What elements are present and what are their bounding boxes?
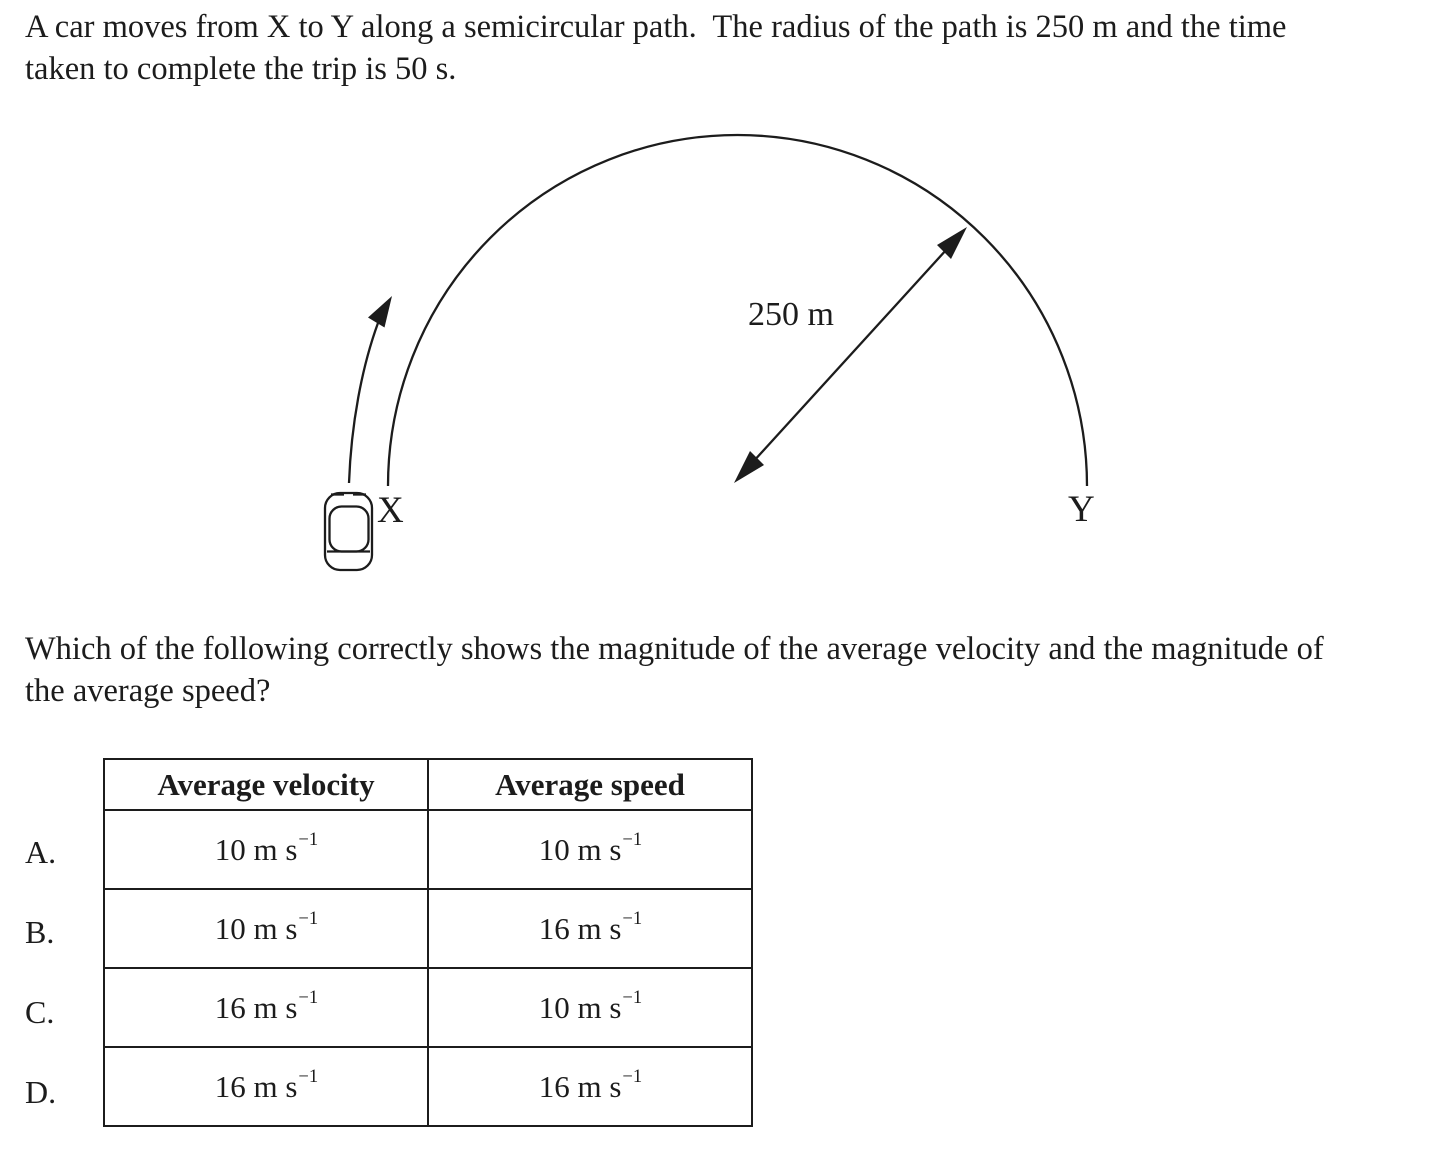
header-average-velocity: Average velocity [104, 759, 428, 810]
table-row [104, 810, 752, 889]
direction-arrow-icon [349, 296, 392, 483]
point-x-label: X [377, 490, 404, 531]
value-exponent: −1 [298, 1066, 319, 1088]
value-base: 10 m s [538, 831, 622, 867]
value-base: 10 m s [214, 910, 298, 946]
option-letter-c: C. [25, 993, 55, 1030]
problem-statement-line2: taken to complete the trip is 50 s. [25, 51, 457, 87]
value-exponent: −1 [622, 829, 643, 851]
options-table [103, 758, 753, 1127]
value-base: 16 m s [538, 1068, 622, 1104]
option-letter-b: B. [25, 913, 55, 950]
value-exponent: −1 [298, 908, 319, 930]
value-exponent: −1 [622, 987, 643, 1009]
option-letter-d: D. [25, 1073, 57, 1110]
table-row [104, 1047, 752, 1126]
value-base: 16 m s [214, 989, 298, 1025]
table-row [104, 889, 752, 968]
cell-d-velocity [104, 1047, 428, 1126]
question-line1: Which of the following correctly shows the magnitude of the average velocity and the magnitude of [25, 631, 1324, 667]
cell-a-velocity [104, 810, 428, 889]
cell-c-velocity [104, 968, 428, 1047]
radius-label: 250 m [748, 296, 834, 333]
cell-c-speed [428, 968, 752, 1047]
value-exponent: −1 [622, 908, 643, 930]
question-line2: the average speed? [25, 673, 271, 709]
value-exponent: −1 [298, 829, 319, 851]
table-header-row [104, 759, 752, 810]
cell-b-speed [428, 889, 752, 968]
value-base: 10 m s [538, 989, 622, 1025]
value-base: 16 m s [214, 1068, 298, 1104]
radius-arrow-icon [734, 227, 967, 483]
car-icon [325, 493, 372, 570]
option-letters [25, 812, 95, 1132]
value-base: 16 m s [538, 910, 622, 946]
header-average-speed: Average speed [428, 759, 752, 810]
problem-statement-line1: A car moves from X to Y along a semicircular path. The radius of the path is 250 m and the time [25, 9, 1287, 45]
cell-d-speed [428, 1047, 752, 1126]
value-exponent: −1 [298, 987, 319, 1009]
table-row [104, 968, 752, 1047]
semicircular-path [388, 135, 1087, 486]
cell-b-velocity [104, 889, 428, 968]
cell-a-speed [428, 810, 752, 889]
value-exponent: −1 [622, 1066, 643, 1088]
point-y-label: Y [1068, 489, 1095, 530]
question-text [25, 628, 1420, 712]
value-base: 10 m s [214, 831, 298, 867]
option-letter-a: A. [25, 833, 57, 870]
